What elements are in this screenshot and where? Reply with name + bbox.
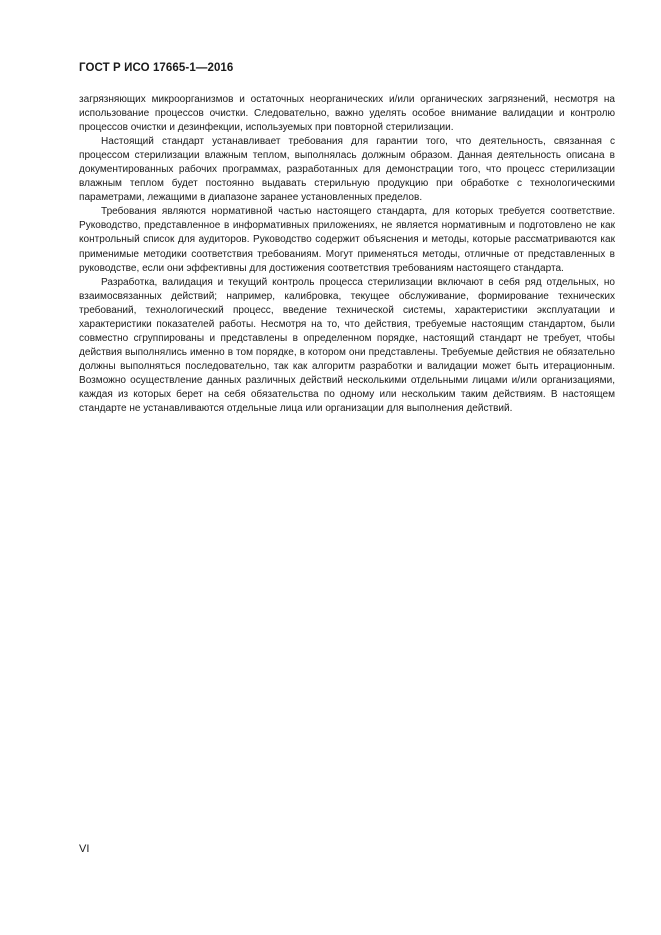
paragraph-normative: Требования являются нормативной частью настоящего стандарта, для которых требуется соответствие. Руководство, представленное в информативных приложениях, не является нормативным и подготовлено не как контрольный список для аудиторов. Руководство содержит объяснения и методы, которые рассматриваются как применимые методики соответствия требованиям. Могут применяться методы, отличные от представленных в руководстве, если они эффективны для достижения соответствия требованиям настоящего стандарта. [79,206,615,274]
document-body [79,93,615,416]
paragraph-requirements: Настоящий стандарт устанавливает требования для гарантии того, что деятельность, связанная с процессом стерилизации влажным теплом, выполнялась должным образом. Данная деятельность описана в документированных рабочих программах, разработанных для демонстрации того, что процесс стерилизации влажным теплом будет постоянно выдавать стерильную продукцию при обработке с технологическими параметрами, лежащими в диапазоне заранее установленных пределов. [79,136,615,204]
document-header: ГОСТ Р ИСО 17665-1—2016 [79,62,234,74]
page-number: VI [79,843,90,855]
paragraph-continuation: загрязняющих микроорганизмов и остаточных неорганических и/или органических загрязнений, несмотря на использование процессов очистки. Следовательно, важно уделять особое внимание валидации и контролю процессов очистки и дезинфекции, используемых при повторной стерилизации. [79,94,615,134]
paragraph-development: Разработка, валидация и текущий контроль процесса стерилизации включают в себя ряд отдельных, но взаимосвязанных действий; например, калибровка, текущее обслуживание, формирование технических требований, технологический процесс, введение технической системы, характеристики эксплуатации и характеристики показателей работы. Несмотря на то, что действия, требуемые настоящим стандартом, были совместно сгруппированы и представлены в определенном порядке, настоящий стандарт не требует, чтобы действия выполнялись именно в том порядке, в котором они представлены. Требуемые действия не обязательно должны выполняться последовательно, так как алгоритм разработки и валидации может быть итерационным. Возможно осуществление данных различных действий несколькими отдельными лицами и/или организациями, каждая из которых берет на себя обязательства по одному или нескольким таким действиям. В настоящем стандарте не устанавливаются отдельные лица или организации для выполнения действий. [79,276,615,415]
